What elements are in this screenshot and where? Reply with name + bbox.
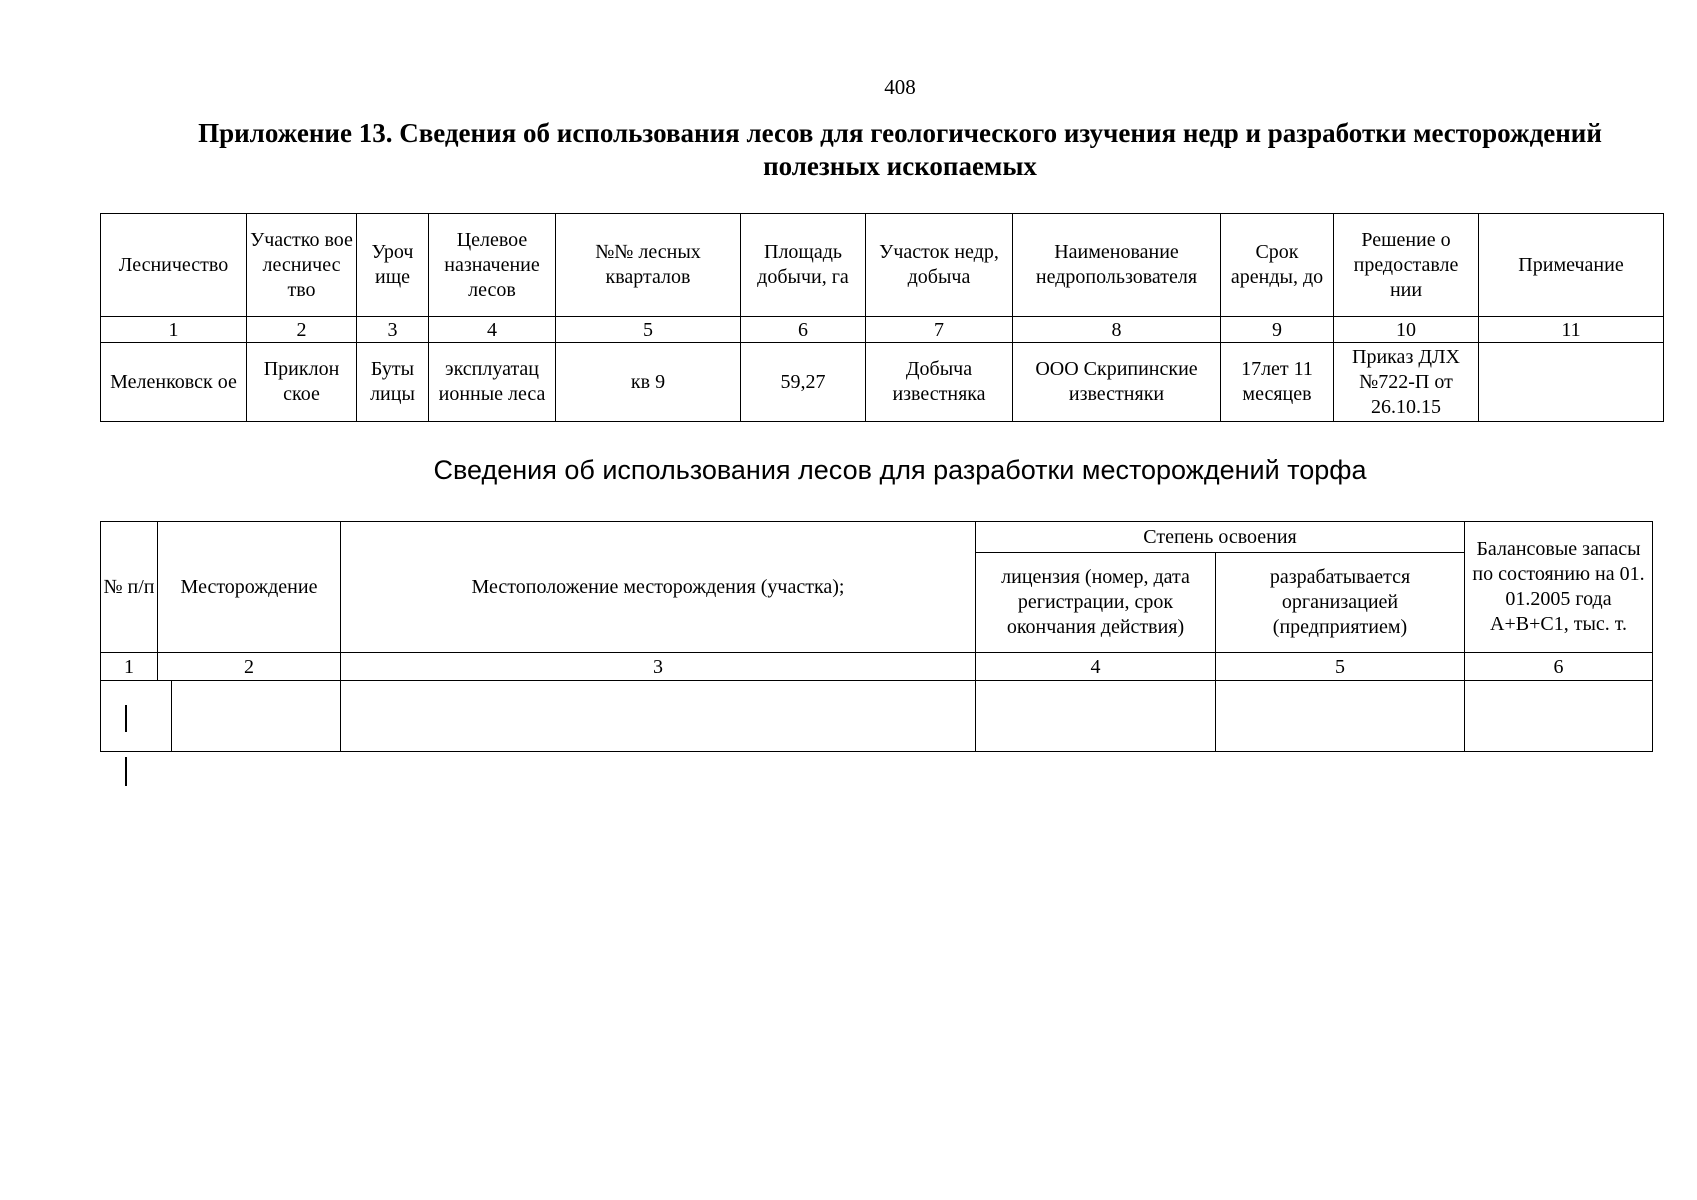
table2-empty-cell[interactable]	[101, 681, 341, 752]
table2-header-cell: лицензия (номер, дата регистрации, срок окончания действия)	[976, 553, 1216, 653]
table1-cell: Буты лицы	[357, 343, 429, 422]
column-number: 1	[101, 653, 158, 681]
table2-empty-cell[interactable]	[1216, 681, 1465, 752]
column-number: 4	[429, 317, 556, 343]
column-number: 6	[1465, 653, 1653, 681]
column-number: 4	[976, 653, 1216, 681]
table1-number-row	[101, 317, 1664, 343]
table2-empty-cell[interactable]	[341, 681, 976, 752]
table1-cell: эксплуатац ионные леса	[429, 343, 556, 422]
table1-cell: 17лет 11 месяцев	[1221, 343, 1334, 422]
table1-cell: Добыча известняка	[866, 343, 1013, 422]
table1-header-cell: Уроч ище	[357, 214, 429, 317]
table1-header-cell: Примечание	[1479, 214, 1664, 317]
table1-header-cell: Срок аренды, до	[1221, 214, 1334, 317]
text-cursor	[125, 757, 127, 786]
table-row	[101, 681, 1653, 752]
table2-number-row	[101, 653, 1653, 681]
table1-header-cell: Площадь добычи, га	[741, 214, 866, 317]
peat-deposits-table	[100, 521, 1653, 752]
column-number: 8	[1013, 317, 1221, 343]
table-row	[101, 343, 1664, 422]
column-number: 3	[341, 653, 976, 681]
table1-header-cell: Участко вое лесничес тво	[247, 214, 357, 317]
table1-header-row	[101, 214, 1664, 317]
column-number: 5	[556, 317, 741, 343]
forest-use-geology-table	[100, 213, 1664, 422]
table2-empty-subcell[interactable]	[101, 681, 172, 751]
table1-cell: Меленковск ое	[101, 343, 247, 422]
table1-cell: ООО Скрипинские известняки	[1013, 343, 1221, 422]
column-number: 7	[866, 317, 1013, 343]
table2-empty-cell[interactable]	[1465, 681, 1653, 752]
text-cursor	[125, 705, 127, 732]
table2-header-cell: Месторождение	[158, 522, 341, 653]
column-number: 3	[357, 317, 429, 343]
table1-header-cell: Наименование недропользователя	[1013, 214, 1221, 317]
table1-cell: Приклон ское	[247, 343, 357, 422]
document-title: Приложение 13. Сведения об использования лесов для геологического изучения недр и разработки месторождений полезных ископаемых	[198, 118, 1602, 181]
table1-cell: Приказ ДЛХ №722-П от 26.10.15	[1334, 343, 1479, 422]
column-number: 6	[741, 317, 866, 343]
table1-cell: 59,27	[741, 343, 866, 422]
column-number: 10	[1334, 317, 1479, 343]
table1-header-cell: Лесничество	[101, 214, 247, 317]
table2-header-row	[101, 522, 1653, 553]
column-number: 2	[158, 653, 341, 681]
table2-group-header: Степень освоения	[976, 522, 1465, 553]
table2-header-cell: № п/п	[101, 522, 158, 653]
table2-empty-cell[interactable]	[976, 681, 1216, 752]
table1-header-cell: Целевое назначение лесов	[429, 214, 556, 317]
table2-header-cell: Местоположение месторождения (участка);	[341, 522, 976, 653]
table1-header-cell: №№ лесных кварталов	[556, 214, 741, 317]
table2-header-cell: Балансовые запасы по состоянию на 01. 01.2005 года А+В+С1, тыс. т.	[1465, 522, 1653, 653]
table2-header-cell: разрабатывается организацией (предприятием)	[1216, 553, 1465, 653]
table1-cell	[1479, 343, 1664, 422]
column-number: 9	[1221, 317, 1334, 343]
section-subtitle: Сведения об использования лесов для разработки месторождений торфа	[433, 455, 1367, 485]
column-number: 2	[247, 317, 357, 343]
table1-cell: кв 9	[556, 343, 741, 422]
column-number: 11	[1479, 317, 1664, 343]
page-number: 408	[884, 75, 916, 99]
column-number: 1	[101, 317, 247, 343]
column-number: 5	[1216, 653, 1465, 681]
table2-empty-subcell[interactable]	[172, 681, 340, 751]
table1-header-cell: Решение о предоставле нии	[1334, 214, 1479, 317]
table1-header-cell: Участок недр, добыча	[866, 214, 1013, 317]
